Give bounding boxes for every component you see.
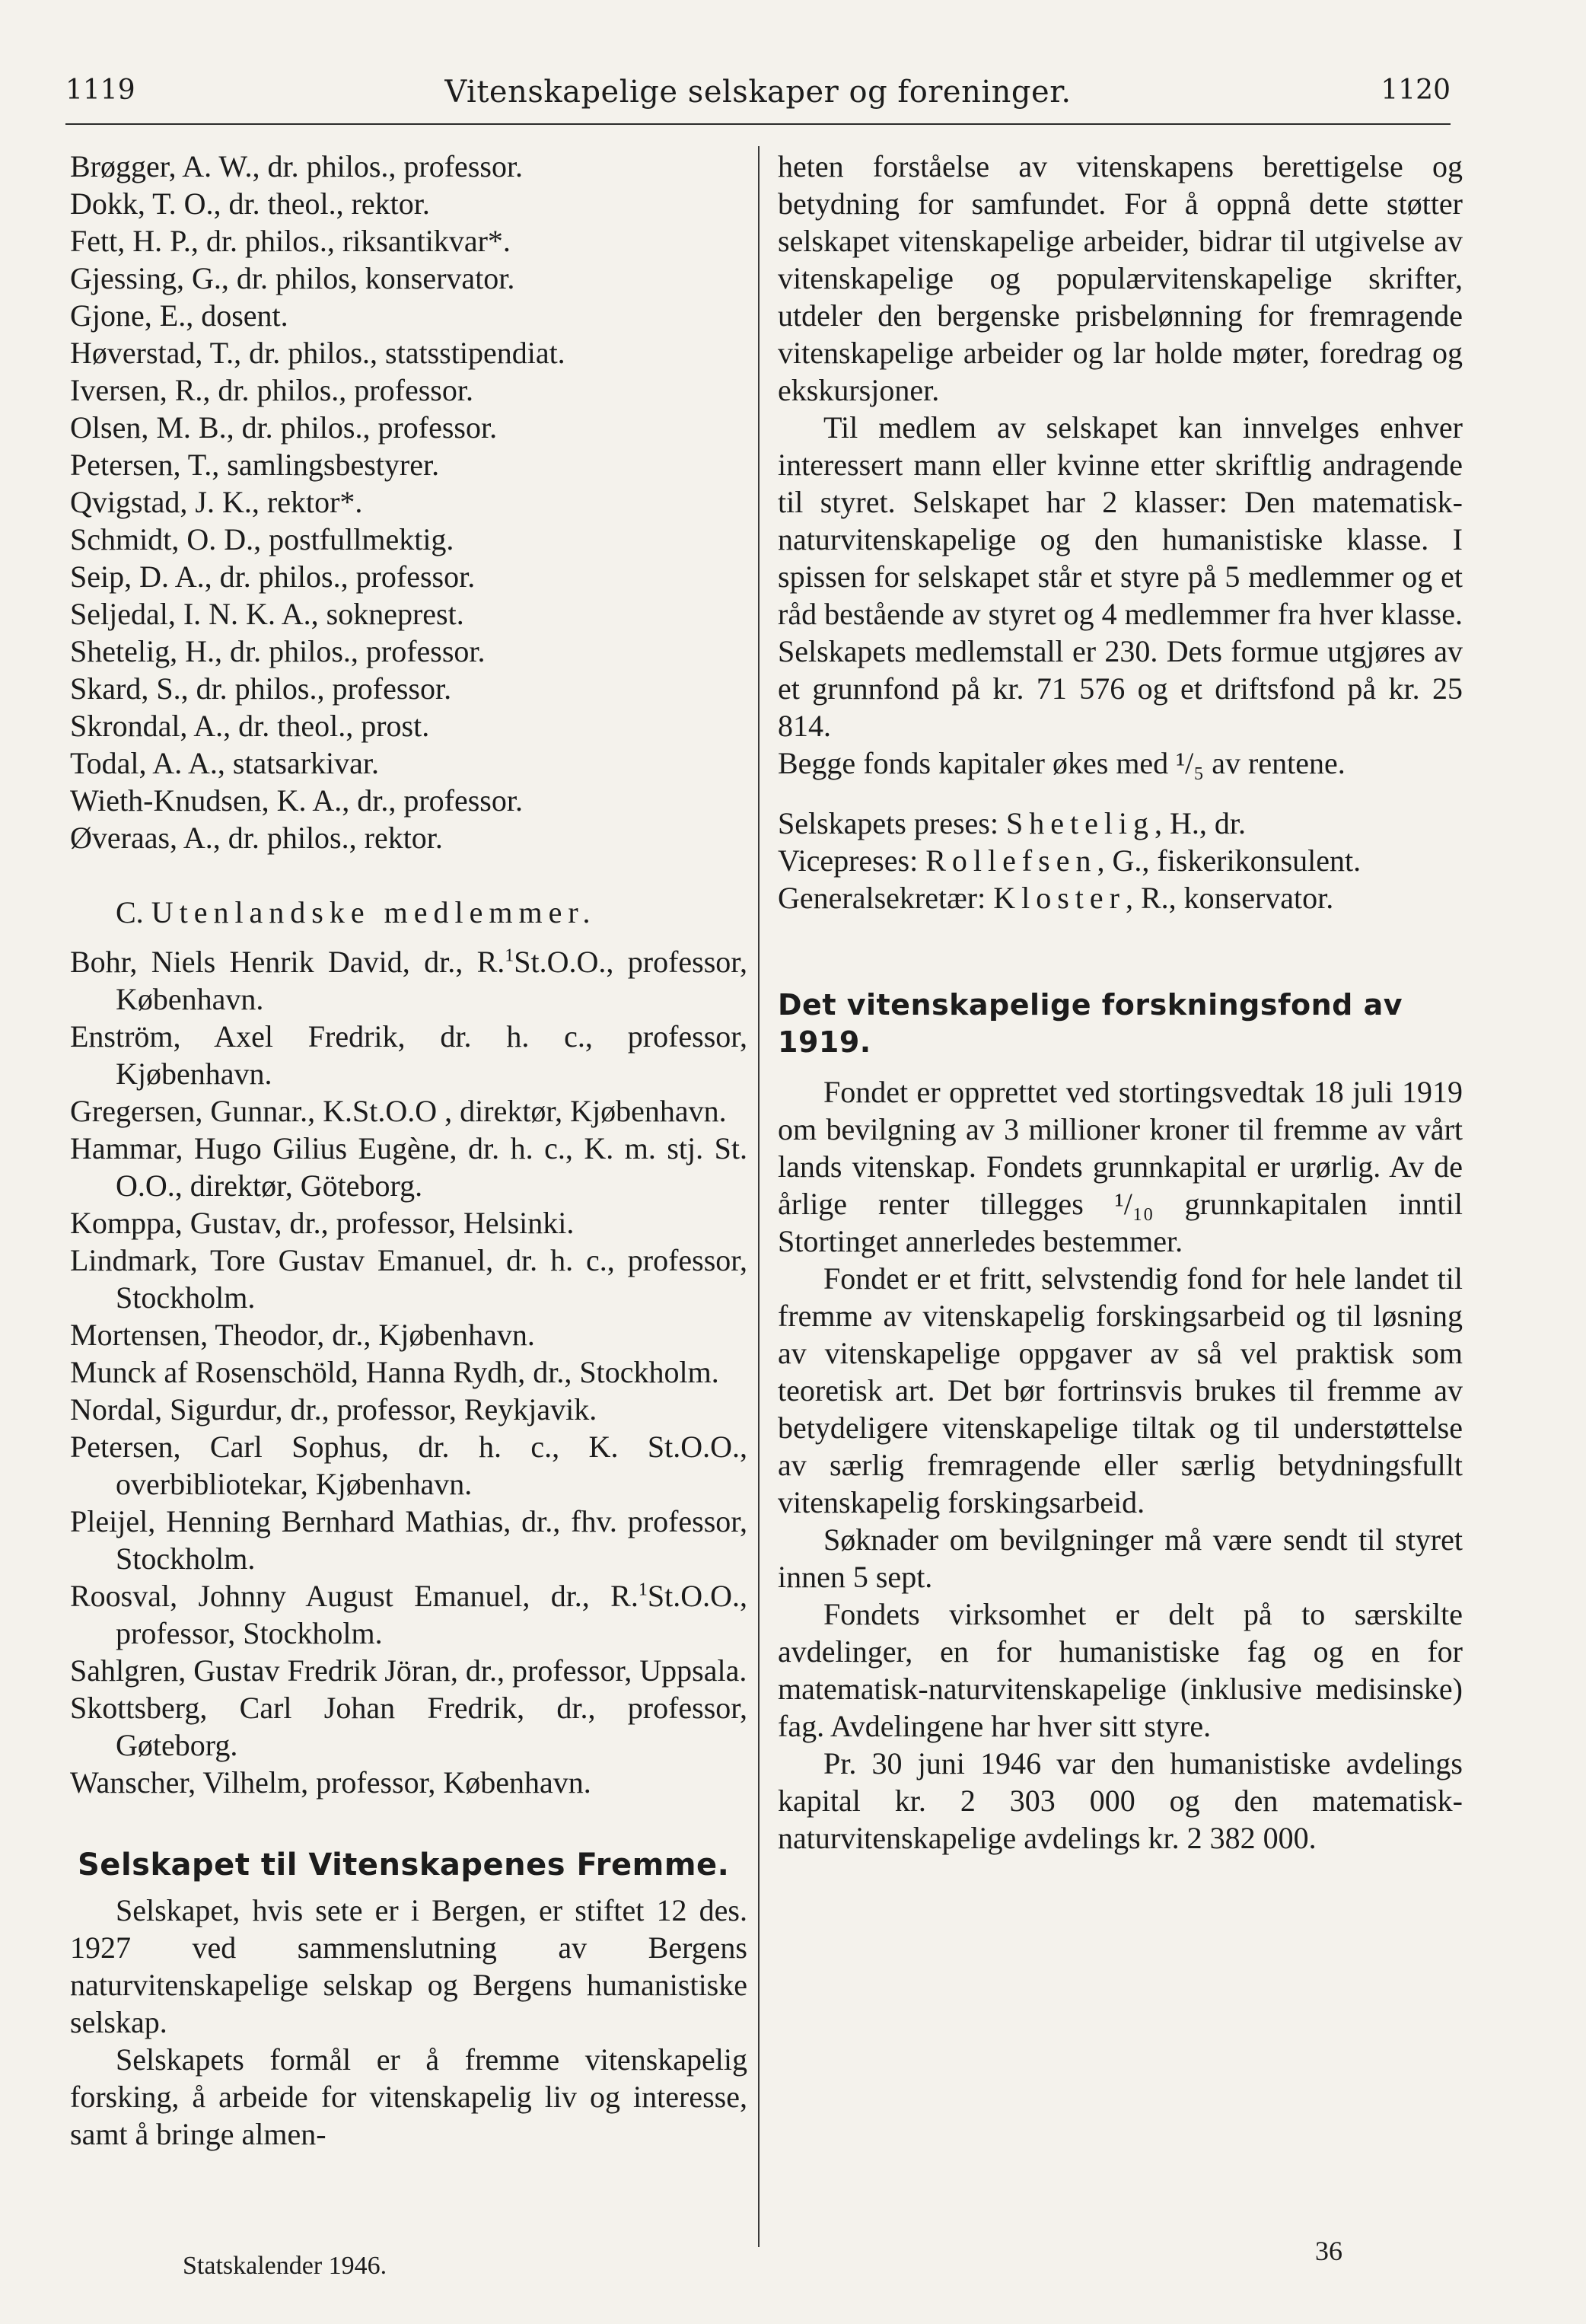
member-entry: Wanscher, Vilhelm, professor, København.	[70, 1765, 591, 1800]
header-rule	[65, 123, 1451, 125]
member-entry: Seip, D. A., dr. philos., professor.	[70, 559, 476, 594]
section-title: Utenlandske medlemmer.	[151, 895, 597, 929]
member-entry: Gjone, E., dosent.	[70, 298, 288, 333]
right-column	[778, 148, 1463, 1857]
column-rule	[758, 146, 760, 2247]
member-entry: Petersen, T., samlingsbestyrer.	[70, 448, 440, 482]
member-entry: Sahlgren, Gustav Fredrik Jöran, dr., professor, Uppsala.	[70, 1653, 747, 1688]
fremme-paragraph: Begge fonds kapitaler økes med ¹/₅ av rentene.	[778, 746, 1346, 780]
foreign-members-heading	[70, 894, 747, 931]
officer-entry: Selskapets preses: Shetelig, H., dr.	[778, 806, 1247, 840]
member-entry: Høverstad, T., dr. philos., statsstipendiat.	[70, 336, 565, 370]
member-entry: Skard, S., dr. philos., professor.	[70, 671, 452, 706]
officer-list	[778, 805, 1463, 917]
fremme-paragraph: Selskapet, hvis sete er i Bergen, er stiftet 12 des. 1927 ved sammenslutning av Bergens naturvitenskapelige selskap og Bergens humanistiske selskap.	[70, 1893, 747, 2039]
member-entry: Schmidt, O. D., postfullmektig.	[70, 522, 454, 556]
section-letter: C.	[116, 895, 144, 929]
footer-source: Statskalender 1946.	[183, 2252, 387, 2280]
officer-entry: Generalsekretær: Kloster, R., konservator.	[778, 881, 1334, 915]
member-entry: Olsen, M. B., dr. philos., professor.	[70, 410, 498, 445]
signature-number: 36	[1315, 2236, 1342, 2266]
foreign-member-list	[70, 943, 747, 1801]
left-column	[70, 148, 747, 2153]
member-entry: Skrondal, A., dr. theol., prost.	[70, 709, 430, 743]
member-entry: Munck af Rosenschöld, Hanna Rydh, dr., Stockholm.	[70, 1355, 719, 1389]
member-entry: Iversen, R., dr. philos., professor.	[70, 373, 473, 407]
fond-paragraph: Søknader om bevilgninger må være sendt til styret innen 5 sept.	[778, 1522, 1463, 1594]
fond-paragraph: Fondet er opprettet ved stortingsvedtak 18 juli 1919 om bevilgning av 3 millioner kroner til fremme av vårt lands vitenskap. Fondets grunnkapital er urørlig. Av de årlige renter tillegges ¹/₁₀ grunnkapitalen inntil Stortinget annerledes bestemmer.	[778, 1075, 1463, 1258]
member-entry: Lindmark, Tore Gustav Emanuel, dr. h. c., professor, Stockholm.	[70, 1243, 747, 1315]
fond-paragraph: Pr. 30 juni 1946 var den humanistiske avdelings kapital kr. 2 303 000 og den matematisk-naturvitenskapelige avdelings kr. 2 382 000.	[778, 1746, 1463, 1855]
page-number-right: 1120	[1381, 75, 1451, 106]
page-number-left: 1119	[65, 75, 135, 106]
fraction: ¹/₅	[1176, 746, 1205, 780]
member-entry: Fett, H. P., dr. philos., riksantikvar*.	[70, 224, 511, 258]
fraction: ¹/₁₀	[1114, 1187, 1154, 1221]
member-entry: Nordal, Sigurdur, dr., professor, Reykjavik.	[70, 1392, 597, 1427]
member-entry: Seljedal, I. N. K. A., sokneprest.	[70, 597, 464, 631]
member-entry: Shetelig, H., dr. philos., professor.	[70, 634, 486, 668]
member-entry: Petersen, Carl Sophus, dr. h. c., K. St.O.O., overbibliotekar, Kjøbenhavn.	[70, 1430, 747, 1501]
member-entry: Roosval, Johnny August Emanuel, dr., R.$^1$St.O.O., professor, Stockholm.	[70, 1579, 747, 1650]
member-entry: Wieth-Knudsen, K. A., dr., professor.	[70, 783, 523, 818]
fond-paragraph: Fondets virksomhet er delt på to særskilte avdelinger, en for humanistiske fag og en for matematisk-naturvitenskapelige (inklusive medisinske) fag. Avdelingene har hver sitt styre.	[778, 1597, 1463, 1743]
fremme-paragraph: Til medlem av selskapet kan innvelges enhver interessert mann eller kvinne etter skriftlig andragende til styret. Selskapet har 2 klasser: Den matematisk-naturvitenskapelige og den humanistiske klasse. I spissen for selskapet står et styre på 5 medlemmer og et råd bestående av styret og 4 medlemmer fra hver klasse. Selskapets medlemstall er 230. Dets formue utgjøres av et grunnfond på kr. 71 576 og et driftsfond på kr. 25 814.	[778, 410, 1463, 743]
running-title: Vitenskapelige selskaper og foreninger.	[444, 75, 1072, 110]
member-entry: Bohr, Niels Henrik David, dr., R.$^1$St.O.O., professor, København.	[70, 945, 747, 1016]
member-entry: Todal, A. A., statsarkivar.	[70, 746, 380, 780]
member-entry: Komppa, Gustav, dr., professor, Helsinki.	[70, 1206, 575, 1240]
fond-paragraph: Fondet er et fritt, selvstendig fond for hele landet til fremme av vitenskapelig forskingsarbeid og til løsning av vitenskapelige oppgaver av så vel praktisk som teoretisk art. Det bør fortrinsvis brukes til fremme av betydeligere vitenskapelige tiltak og til understøttelse av særlig fremragende eller særlig betydningsfullt vitenskapelig forskingsarbeid.	[778, 1261, 1463, 1519]
officer-entry: Vicepreses: Rollefsen, G., fiskerikonsulent.	[778, 843, 1361, 878]
member-entry: Øveraas, A., dr. philos., rektor.	[70, 821, 443, 855]
member-entry: Gregersen, Gunnar., K.St.O.O , direktør, Kjøbenhavn.	[70, 1094, 727, 1128]
member-entry: Dokk, T. O., dr. theol., rektor.	[70, 186, 430, 221]
member-entry: Hammar, Hugo Gilius Eugène, dr. h. c., K. m. stj. St. O.O., direktør, Göteborg.	[70, 1131, 747, 1203]
fremme-paragraph: heten forståelse av vitenskapens berettigelse og betydning for samfundet. For å oppnå dette støtter selskapet vitenskapelige arbeider, bidrar til utgivelse av vitenskapelige og populærvitenskapelige skrifter, utdeler den bergenske prisbelønning for fremragende vitenskapelige arbeider og lar holde møter, foredrag og ekskursjoner.	[778, 149, 1463, 407]
fremme-paragraph: Selskapets formål er å fremme vitenskapelig forsking, å arbeide for vitenskapelig liv og interesse, samt å bringe almen-	[70, 2042, 747, 2151]
member-entry: Pleijel, Henning Bernhard Mathias, dr., fhv. professor, Stockholm.	[70, 1504, 747, 1576]
member-entry: Brøgger, A. W., dr. philos., professor.	[70, 149, 524, 183]
member-list	[70, 148, 747, 856]
member-entry: Mortensen, Theodor, dr., Kjøbenhavn.	[70, 1318, 535, 1352]
member-entry: Gjessing, G., dr. philos, konservator.	[70, 261, 515, 295]
fremme-heading: Selskapet til Vitenskapenes Fremme.	[78, 1847, 730, 1882]
member-entry: Enström, Axel Fredrik, dr. h. c., professor, Kjøbenhavn.	[70, 1019, 747, 1091]
fond-heading: Det vitenskapelige forskningsfond av 1919.	[778, 988, 1403, 1059]
member-entry: Qvigstad, J. K., rektor*.	[70, 485, 363, 519]
page-header	[65, 75, 1451, 122]
member-entry: Skottsberg, Carl Johan Fredrik, dr., professor, Gøteborg.	[70, 1691, 747, 1762]
